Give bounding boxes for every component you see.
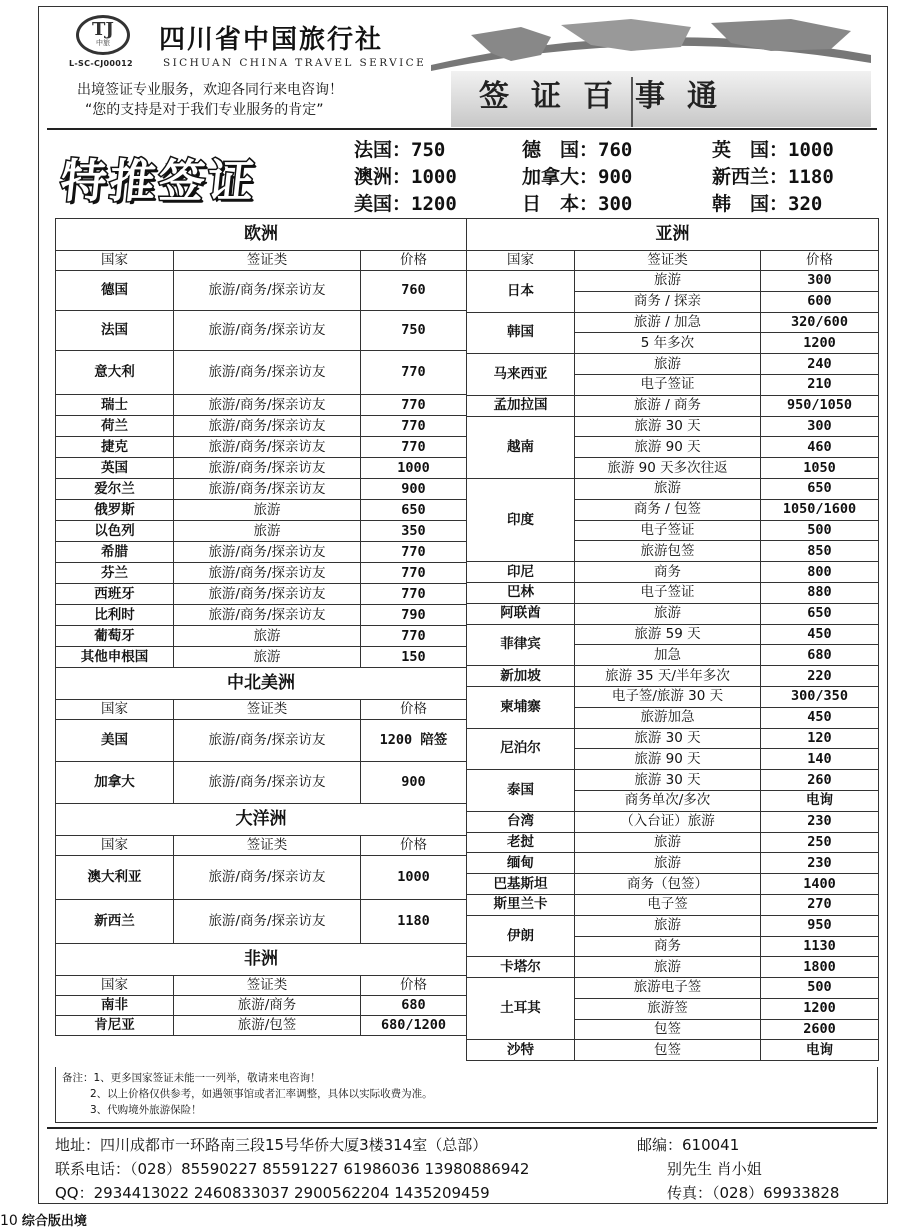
column-header: 签证类 xyxy=(174,251,361,271)
featured-price: 澳洲：1000 xyxy=(354,166,457,188)
country-cell: 西班牙 xyxy=(56,584,174,605)
page-section: 综合版出境 xyxy=(21,1214,87,1229)
featured-row xyxy=(354,162,884,189)
price-cell: 350 xyxy=(361,521,467,542)
visa-type-cell: 电子签 xyxy=(575,894,761,915)
price-cell: 270 xyxy=(761,894,879,915)
price-cell: 760 xyxy=(361,271,467,311)
visa-type-cell: 电子签证 xyxy=(575,374,761,395)
table-row xyxy=(467,1040,879,1061)
price-cell: 900 xyxy=(361,479,467,500)
price-cell: 230 xyxy=(761,853,879,874)
price-cell: 260 xyxy=(761,770,879,791)
visa-type-cell: 旅游/商务/探亲访友 xyxy=(174,605,361,626)
country-cell: 其他申根国 xyxy=(56,647,174,668)
note-line: 备注：1、更多国家签证未能一一列举，敬请来电咨询！ xyxy=(62,1072,321,1084)
price-cell: 300 xyxy=(761,416,879,437)
visa-type-cell: 旅游 90 天多次往返 xyxy=(575,458,761,479)
visa-type-cell: 旅游 30 天 xyxy=(575,770,761,791)
license-number: L-SC-CJ00012 xyxy=(69,59,133,68)
qq: QQ：2934413022 2460833037 2900562204 1435209459 xyxy=(55,1184,490,1202)
price-cell: 770 xyxy=(361,416,467,437)
price-cell: 880 xyxy=(761,582,879,603)
visa-type-cell: 旅游 30 天 xyxy=(575,416,761,437)
visa-type-cell: 旅游 / 加急 xyxy=(575,312,761,333)
column-header: 国家 xyxy=(56,976,174,996)
visa-type-cell: 旅游 59 天 xyxy=(575,624,761,645)
price-cell: 680 xyxy=(361,996,467,1016)
region-row xyxy=(56,944,467,976)
country-cell: 韩国 xyxy=(467,312,575,354)
price-cell: 1200 xyxy=(761,333,879,354)
visa-type-cell: 旅游/商务/探亲访友 xyxy=(174,584,361,605)
country-cell: 土耳其 xyxy=(467,978,575,1040)
column-header: 价格 xyxy=(361,976,467,996)
table-row xyxy=(56,351,467,395)
region-row xyxy=(56,219,467,251)
country-cell: 捷克 xyxy=(56,437,174,458)
visa-type-cell: 商务单次/多次 xyxy=(575,790,761,811)
country-cell: 尼泊尔 xyxy=(467,728,575,770)
region-title: 非洲 xyxy=(56,944,467,976)
price-cell: 680 xyxy=(761,645,879,666)
country-cell: 法国 xyxy=(56,311,174,351)
visa-type-cell: 旅游/商务/探亲访友 xyxy=(174,437,361,458)
column-header: 国家 xyxy=(56,836,174,856)
table-row xyxy=(467,666,879,687)
visa-type-cell: 旅游 xyxy=(575,603,761,624)
visa-type-cell: 包签 xyxy=(575,1040,761,1061)
column-header: 签证类 xyxy=(174,976,361,996)
visa-type-cell: 旅游/商务/探亲访友 xyxy=(174,563,361,584)
visa-type-cell: 旅游/商务/探亲访友 xyxy=(174,458,361,479)
table-row xyxy=(56,500,467,521)
price-cell: 770 xyxy=(361,395,467,416)
table-row xyxy=(56,900,467,944)
region-row xyxy=(56,668,467,700)
region-title: 中北美洲 xyxy=(56,668,467,700)
price-cell: 1050/1600 xyxy=(761,499,879,520)
table-row xyxy=(467,562,879,583)
slogan-line-2: “您的支持是对于我们专业服务的肯定” xyxy=(85,102,324,118)
price-cell: 2600 xyxy=(761,1019,879,1040)
table-row xyxy=(467,915,879,936)
price-cell: 电询 xyxy=(761,1040,879,1061)
featured-price: 美国：1200 xyxy=(354,193,457,215)
table-row xyxy=(467,312,879,333)
featured-price: 日 本：300 xyxy=(522,193,633,215)
region-title: 大洋洲 xyxy=(56,804,467,836)
country-cell: 印度 xyxy=(467,478,575,561)
header-divider xyxy=(47,128,877,130)
visa-type-cell: 旅游电子签 xyxy=(575,978,761,999)
price-cell: 850 xyxy=(761,541,879,562)
table-row xyxy=(467,624,879,645)
price-cell: 250 xyxy=(761,832,879,853)
table-row xyxy=(467,770,879,791)
country-cell: 肯尼亚 xyxy=(56,1016,174,1036)
price-cell: 450 xyxy=(761,624,879,645)
country-cell: 老挝 xyxy=(467,832,575,853)
visa-type-cell: 旅游 xyxy=(575,478,761,499)
price-cell: 120 xyxy=(761,728,879,749)
visa-type-cell: 电子签证 xyxy=(575,582,761,603)
table-row xyxy=(467,728,879,749)
table-row xyxy=(56,311,467,351)
visa-type-cell: 旅游 xyxy=(174,500,361,521)
visa-type-cell: 旅游 35 天/半年多次 xyxy=(575,666,761,687)
price-cell: 900 xyxy=(361,762,467,804)
table-row xyxy=(467,354,879,375)
table-row xyxy=(467,811,879,832)
visa-type-cell: 旅游/商务/探亲访友 xyxy=(174,542,361,563)
featured-row xyxy=(354,189,884,216)
table-row xyxy=(56,584,467,605)
column-header-row xyxy=(56,251,467,271)
country-cell: 卡塔尔 xyxy=(467,957,575,978)
visa-type-cell: 旅游/商务/探亲访友 xyxy=(174,351,361,395)
country-cell: 泰国 xyxy=(467,770,575,812)
table-row xyxy=(56,647,467,668)
table-row xyxy=(56,720,467,762)
country-cell: 伊朗 xyxy=(467,915,575,957)
price-cell: 1050 xyxy=(761,458,879,479)
phone: 联系电话：（028）85590227 85591227 61986036 13980886942 xyxy=(55,1160,530,1178)
price-cell: 460 xyxy=(761,437,879,458)
region-row xyxy=(467,219,879,251)
column-header: 国家 xyxy=(56,700,174,720)
price-cell: 500 xyxy=(761,978,879,999)
column-header: 签证类 xyxy=(174,700,361,720)
table-row xyxy=(467,478,879,499)
page-number-value: 10 xyxy=(0,1213,18,1229)
table-row xyxy=(56,605,467,626)
price-cell: 电询 xyxy=(761,790,879,811)
featured-price: 德 国：760 xyxy=(522,139,633,161)
country-cell: 澳大利亚 xyxy=(56,856,174,900)
visa-type-cell: 旅游/商务/探亲访友 xyxy=(174,395,361,416)
column-header-row xyxy=(467,251,879,271)
page-number xyxy=(0,1210,87,1229)
region-title: 欧洲 xyxy=(56,219,467,251)
left-price-table xyxy=(55,218,467,1036)
country-cell: 柬埔寨 xyxy=(467,686,575,728)
visa-type-cell: 旅游 xyxy=(575,957,761,978)
table-row xyxy=(56,626,467,647)
asia-price-table xyxy=(466,218,879,1061)
country-cell: 越南 xyxy=(467,416,575,478)
column-header: 价格 xyxy=(361,251,467,271)
price-cell: 140 xyxy=(761,749,879,770)
column-header: 国家 xyxy=(467,251,575,271)
visa-type-cell: 商务 xyxy=(575,936,761,957)
visa-type-cell: 商务 xyxy=(575,562,761,583)
price-cell: 950/1050 xyxy=(761,395,879,416)
column-header-row xyxy=(56,976,467,996)
country-cell: 加拿大 xyxy=(56,762,174,804)
company-logo xyxy=(76,15,130,55)
visa-type-cell: 旅游/商务 xyxy=(174,996,361,1016)
featured-visas xyxy=(39,131,886,219)
region-title: 亚洲 xyxy=(467,219,879,251)
visa-type-cell: 商务 / 包签 xyxy=(575,499,761,520)
visa-type-cell: 旅游 xyxy=(174,647,361,668)
visa-type-cell: 旅游/商务/探亲访友 xyxy=(174,479,361,500)
footer-divider xyxy=(47,1127,877,1129)
country-cell: 马来西亚 xyxy=(467,354,575,396)
country-cell: 巴基斯坦 xyxy=(467,874,575,895)
fax: 传真：（028）69933828 xyxy=(667,1184,840,1202)
country-cell: 俄罗斯 xyxy=(56,500,174,521)
visa-type-cell: 旅游 xyxy=(575,354,761,375)
featured-prices xyxy=(354,135,884,216)
visa-type-cell: 旅游/商务/探亲访友 xyxy=(174,856,361,900)
price-cell: 320/600 xyxy=(761,312,879,333)
visa-type-cell: 旅游 xyxy=(575,915,761,936)
price-cell: 1800 xyxy=(761,957,879,978)
country-cell: 缅甸 xyxy=(467,853,575,874)
visa-type-cell: 旅游包签 xyxy=(575,541,761,562)
visa-type-cell: （入台证）旅游 xyxy=(575,811,761,832)
region-row xyxy=(56,804,467,836)
price-cell: 1130 xyxy=(761,936,879,957)
price-cell: 770 xyxy=(361,437,467,458)
table-row xyxy=(56,542,467,563)
price-cell: 650 xyxy=(761,603,879,624)
featured-title: 特推签证 xyxy=(57,154,260,208)
visa-type-cell: 旅游 30 天 xyxy=(575,728,761,749)
visa-type-cell: 旅游/商务/探亲访友 xyxy=(174,416,361,437)
price-cell: 680/1200 xyxy=(361,1016,467,1036)
table-row xyxy=(467,271,879,292)
featured-price: 韩 国：320 xyxy=(712,193,823,215)
table-row xyxy=(56,479,467,500)
footer xyxy=(55,1133,875,1205)
country-cell: 希腊 xyxy=(56,542,174,563)
table-row xyxy=(56,996,467,1016)
price-cell: 950 xyxy=(761,915,879,936)
price-cell: 600 xyxy=(761,291,879,312)
table-row xyxy=(467,894,879,915)
visa-type-cell: 旅游/商务/探亲访友 xyxy=(174,762,361,804)
country-cell: 日本 xyxy=(467,271,575,313)
note-line: 3、代购境外旅游保险！ xyxy=(90,1104,202,1116)
table-row xyxy=(467,582,879,603)
address: 地址：四川成都市一环路南三段15号华侨大厦3楼314室（总部） xyxy=(55,1136,488,1154)
visa-type-cell: 旅游 xyxy=(174,521,361,542)
price-cell: 770 xyxy=(361,626,467,647)
address-line xyxy=(55,1133,875,1157)
featured-price: 加拿大：900 xyxy=(522,166,633,188)
table-row xyxy=(56,395,467,416)
contacts: 别先生 肖小姐 xyxy=(667,1160,762,1178)
price-cell: 1180 xyxy=(361,900,467,944)
price-cell: 1000 xyxy=(361,856,467,900)
country-cell: 比利时 xyxy=(56,605,174,626)
visa-type-cell: 商务 / 探亲 xyxy=(575,291,761,312)
table-row xyxy=(467,874,879,895)
table-row xyxy=(467,686,879,707)
table-row xyxy=(56,437,467,458)
price-cell: 230 xyxy=(761,811,879,832)
table-row xyxy=(56,458,467,479)
phone-line xyxy=(55,1157,875,1181)
table-row xyxy=(56,521,467,542)
price-cell: 240 xyxy=(761,354,879,375)
visa-type-cell: 旅游 90 天 xyxy=(575,749,761,770)
country-cell: 德国 xyxy=(56,271,174,311)
column-header: 签证类 xyxy=(575,251,761,271)
visa-type-cell: 5 年多次 xyxy=(575,333,761,354)
country-cell: 巴林 xyxy=(467,582,575,603)
country-cell: 芬兰 xyxy=(56,563,174,584)
visa-type-cell: 旅游/商务/探亲访友 xyxy=(174,900,361,944)
postcode: 邮编：610041 xyxy=(637,1136,740,1154)
price-cell: 750 xyxy=(361,311,467,351)
country-cell: 菲律宾 xyxy=(467,624,575,666)
visa-type-cell: 旅游/包签 xyxy=(174,1016,361,1036)
visa-type-cell: 旅游 xyxy=(575,853,761,874)
visa-type-cell: 电子签证 xyxy=(575,520,761,541)
slogan-line-1: 出境签证专业服务，欢迎各同行来电咨询！ xyxy=(77,82,343,98)
visa-type-cell: 旅游加急 xyxy=(575,707,761,728)
price-cell: 450 xyxy=(761,707,879,728)
country-cell: 意大利 xyxy=(56,351,174,395)
country-cell: 荷兰 xyxy=(56,416,174,437)
price-cell: 1200 陪签 xyxy=(361,720,467,762)
table-row xyxy=(467,978,879,999)
price-cell: 770 xyxy=(361,542,467,563)
price-cell: 1400 xyxy=(761,874,879,895)
table-row xyxy=(56,563,467,584)
price-cell: 770 xyxy=(361,351,467,395)
price-cell: 800 xyxy=(761,562,879,583)
column-header-row xyxy=(56,700,467,720)
column-header: 价格 xyxy=(361,836,467,856)
column-header: 价格 xyxy=(361,700,467,720)
table-row xyxy=(467,853,879,874)
country-cell: 英国 xyxy=(56,458,174,479)
table-row xyxy=(467,395,879,416)
visa-type-cell: 包签 xyxy=(575,1019,761,1040)
featured-price: 新西兰：1180 xyxy=(712,166,834,188)
visa-type-cell: 旅游/商务/探亲访友 xyxy=(174,720,361,762)
visa-type-cell: 旅游 xyxy=(575,832,761,853)
price-cell: 210 xyxy=(761,374,879,395)
country-cell: 瑞士 xyxy=(56,395,174,416)
note-line: 2、以上价格仅供参考，如遇领事馆或者汇率调整，具体以实际收费为准。 xyxy=(90,1088,433,1100)
company-name-cn: 四川省中国旅行社 xyxy=(159,25,384,55)
price-cell: 650 xyxy=(361,500,467,521)
price-cell: 770 xyxy=(361,563,467,584)
column-header: 国家 xyxy=(56,251,174,271)
price-cell: 650 xyxy=(761,478,879,499)
visa-type-cell: 旅游 xyxy=(575,271,761,292)
price-cell: 770 xyxy=(361,584,467,605)
price-cell: 1000 xyxy=(361,458,467,479)
company-name-en: SICHUAN CHINA TRAVEL SERVICE xyxy=(163,57,427,69)
visa-type-cell: 旅游/商务/探亲访友 xyxy=(174,271,361,311)
country-cell: 爱尔兰 xyxy=(56,479,174,500)
visa-type-cell: 旅游 / 商务 xyxy=(575,395,761,416)
price-cell: 300 xyxy=(761,271,879,292)
featured-price: 英 国：1000 xyxy=(712,139,834,161)
table-row xyxy=(467,603,879,624)
table-row xyxy=(467,416,879,437)
country-cell: 南非 xyxy=(56,996,174,1016)
price-cell: 500 xyxy=(761,520,879,541)
country-cell: 葡萄牙 xyxy=(56,626,174,647)
column-header: 价格 xyxy=(761,251,879,271)
country-cell: 印尼 xyxy=(467,562,575,583)
visa-type-cell: 电子签/旅游 30 天 xyxy=(575,686,761,707)
visa-type-cell: 旅游/商务/探亲访友 xyxy=(174,311,361,351)
header xyxy=(39,7,886,129)
visa-type-cell: 加急 xyxy=(575,645,761,666)
country-cell: 台湾 xyxy=(467,811,575,832)
country-cell: 新加坡 xyxy=(467,666,575,687)
page-frame xyxy=(38,6,888,1204)
banner-title: 签证百事通 xyxy=(479,79,739,114)
table-row xyxy=(467,957,879,978)
table-row xyxy=(467,832,879,853)
price-cell: 300/350 xyxy=(761,686,879,707)
featured-price: 法国：750 xyxy=(354,139,446,161)
logo-mark: TJ xyxy=(92,19,114,40)
column-header: 签证类 xyxy=(174,836,361,856)
table-row xyxy=(56,856,467,900)
country-cell: 沙特 xyxy=(467,1040,575,1061)
country-cell: 斯里兰卡 xyxy=(467,894,575,915)
price-cell: 1200 xyxy=(761,998,879,1019)
logo-sub: 中旅 xyxy=(96,39,110,47)
price-cell: 220 xyxy=(761,666,879,687)
visa-type-cell: 旅游 90 天 xyxy=(575,437,761,458)
country-cell: 新西兰 xyxy=(56,900,174,944)
price-cell: 150 xyxy=(361,647,467,668)
visa-type-cell: 旅游 xyxy=(174,626,361,647)
table-row xyxy=(56,1016,467,1036)
country-cell: 美国 xyxy=(56,720,174,762)
visa-type-cell: 商务（包签） xyxy=(575,874,761,895)
featured-row xyxy=(354,135,884,162)
notes xyxy=(55,1067,878,1123)
country-cell: 以色列 xyxy=(56,521,174,542)
country-cell: 阿联酋 xyxy=(467,603,575,624)
table-row xyxy=(56,416,467,437)
country-cell: 孟加拉国 xyxy=(467,395,575,416)
qq-line xyxy=(55,1181,875,1205)
visa-type-cell: 旅游签 xyxy=(575,998,761,1019)
table-row xyxy=(56,271,467,311)
price-cell: 790 xyxy=(361,605,467,626)
column-header-row xyxy=(56,836,467,856)
table-row xyxy=(56,762,467,804)
